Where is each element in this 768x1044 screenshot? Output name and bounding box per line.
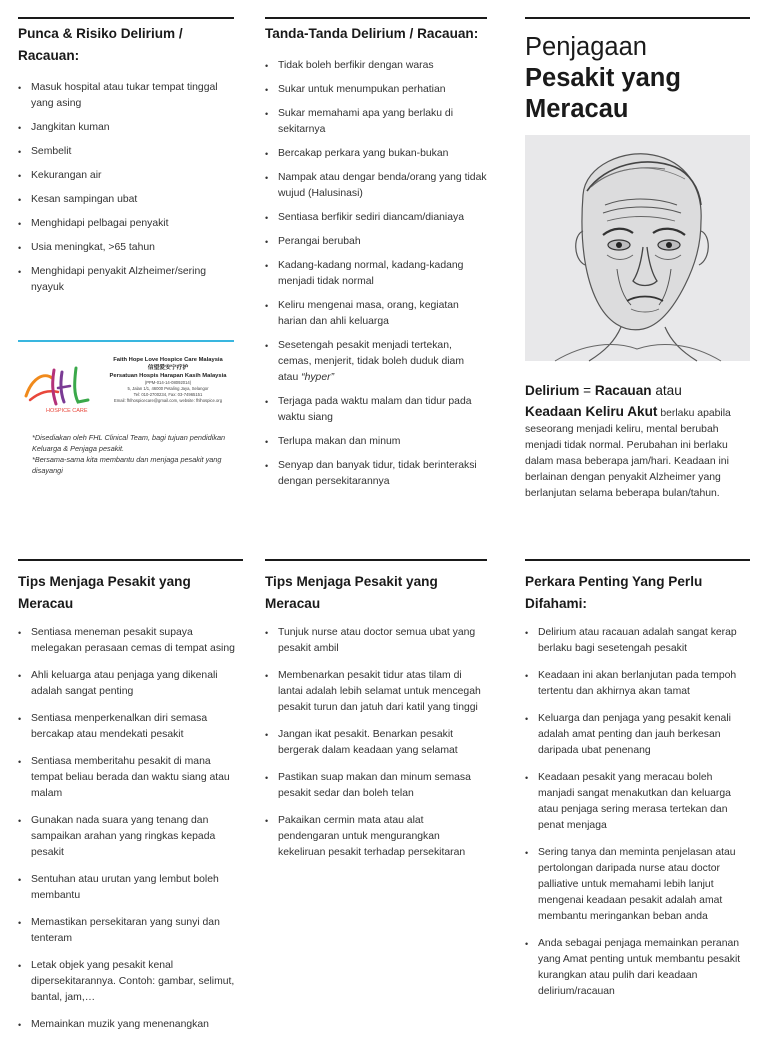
cover-title-line: Penjagaan bbox=[525, 33, 647, 61]
list-item: • Senyap dan banyak tidur, tidak berinteraksi dengan persekitarannya bbox=[265, 458, 487, 490]
list-item: • Sukar memahami apa yang berlaku di sekitarnya bbox=[265, 106, 487, 138]
elderly-face-sketch-image bbox=[525, 135, 750, 361]
list-item: • Usia meningkat, >65 tahun bbox=[18, 240, 234, 256]
list-item: • Perangai berubah bbox=[265, 234, 487, 250]
list-item: • Sentuhan atau urutan yang lembut boleh membantu bbox=[18, 872, 243, 904]
fhl-logo bbox=[18, 356, 98, 416]
list-item: • Terlupa makan dan minum bbox=[265, 434, 487, 450]
list-item: • Terjaga pada waktu malam dan tidur pada waktu siang bbox=[265, 394, 487, 426]
list-item: • Kadang-kadang normal, kadang-kadang menjadi tidak normal bbox=[265, 258, 487, 290]
tips-title: Tips Menjaga Pesakit yang Meracau bbox=[265, 574, 438, 611]
list-item: • Sukar untuk menumpukan perhatian bbox=[265, 82, 487, 98]
list-item: • Letak objek yang pesakit kenal dipersekitarannya. Contoh: gambar, selimut, bantal, jam,… bbox=[18, 958, 243, 1006]
important-title: Perkara Penting Yang Perlu Difahami: bbox=[525, 574, 703, 611]
section-divider bbox=[525, 559, 750, 561]
delirium-definition bbox=[525, 380, 750, 502]
list-item: • Anda sebagai penjaga memainkan peranan yang Amat penting untuk membantu pesakit kurangkan atau pulih dari keadaan delirium/racauan bbox=[525, 936, 750, 1000]
section-divider bbox=[525, 17, 750, 19]
causes-panel bbox=[18, 17, 234, 304]
accent-divider bbox=[18, 340, 234, 342]
face-sketch-drawing bbox=[525, 135, 750, 361]
list-item: • Keadaan ini akan berlanjutan pada tempoh tertentu dan akhirnya akan tamat bbox=[525, 668, 750, 700]
term-or: atau bbox=[651, 383, 682, 398]
list-item: • Kesan sampingan ubat bbox=[18, 192, 234, 208]
footnote-prepared-by: *Disediakan oleh FHL Clinical Team, bagi tujuan pendidikan Keluarga & Penjaga pesakit. bbox=[32, 433, 226, 453]
signs-panel bbox=[265, 17, 487, 498]
tips-list bbox=[18, 625, 243, 1033]
list-item: • Jangan ikat pesakit. Benarkan pesakit bergerak dalam keadaan yang selamat bbox=[265, 727, 487, 759]
org-name-en: Faith Hope Love Hospice Care Malaysia bbox=[113, 357, 223, 363]
section-divider bbox=[18, 17, 234, 19]
list-item: • Sentiasa meneman pesakit supaya melegakan perasaan cemas di tempat asing bbox=[18, 625, 243, 657]
list-item: • Keadaan pesakit yang meracau boleh manjadi sangat menakutkan dan keluarga atau penjaga sering merasa tertekan dan penat menjaga bbox=[525, 770, 750, 834]
tips-list bbox=[265, 625, 487, 861]
org-name-zh: 信望爱安宁疗护 bbox=[147, 365, 189, 371]
list-item: • Sembelit bbox=[18, 144, 234, 160]
important-list bbox=[525, 625, 750, 1000]
list-item: • Sentiasa memberitahu pesakit di mana tempat beliau berada dan waktu siang atau malam bbox=[18, 754, 243, 802]
list-item: • Tidak boleh berfikir dengan waras bbox=[265, 58, 487, 74]
list-item: • Delirium atau racauan adalah sangat kerap berlaku bagi sesetengah pesakit bbox=[525, 625, 750, 657]
list-item: • Kekurangan air bbox=[18, 168, 234, 184]
footnote bbox=[18, 432, 234, 476]
list-item: • Masuk hospital atau tukar tempat tinggal yang asing bbox=[18, 80, 234, 112]
footnote-together: *Bersama-sama kita membantu dan menjaga pesakit yang disayangi bbox=[32, 455, 222, 475]
hyper-term: “hyper” bbox=[301, 372, 335, 383]
list-item: • Sering tanya dan meminta penjelasan atau pertolongan daripada nurse atau doctor palliative untuk memahami lebih lanjut mengenai keadaan pesakit adalah amat membantu meringankan beban anda bbox=[525, 845, 750, 925]
list-item: • Nampak atau dengar benda/orang yang tidak wujud (Halusinasi) bbox=[265, 170, 487, 202]
list-item: • Gunakan nada suara yang tenang dan sampaikan arahan yang ringkas kepada pesakit bbox=[18, 813, 243, 861]
section-divider bbox=[265, 559, 487, 561]
org-email: Email: fhlhospicecare@gmail.com, website: fhlhospice.org bbox=[113, 398, 223, 403]
list-item: • Menghidapi penyakit Alzheimer/sering nyayuk bbox=[18, 264, 234, 296]
list-item: • Keliru mengenai masa, orang, kegiatan harian dan ahli keluarga bbox=[265, 298, 487, 330]
list-item: • Menghidapi pelbagai penyakit bbox=[18, 216, 234, 232]
important-panel bbox=[525, 559, 750, 1011]
list-item bbox=[265, 338, 487, 386]
cover-panel bbox=[525, 17, 750, 502]
signs-list bbox=[265, 58, 487, 490]
term-keadaan-keliru: Keadaan Keliru Akut bbox=[525, 404, 658, 419]
tips-panel-2 bbox=[265, 559, 487, 872]
list-item: • Tunjuk nurse atau doctor semua ubat yang pesakit ambil bbox=[265, 625, 487, 657]
svg-text:HOSPICE CARE: HOSPICE CARE bbox=[46, 408, 88, 414]
list-item: • Pastikan suap makan dan minum semasa pesakit sedar dan boleh telan bbox=[265, 770, 487, 802]
fhl-logo-icon bbox=[18, 356, 98, 416]
cover-title-line: Pesakit yang bbox=[525, 64, 681, 92]
list-item: • Bercakap perkara yang bukan-bukan bbox=[265, 146, 487, 162]
signs-title: Tanda-Tanda Delirium / Racauan: bbox=[265, 26, 479, 41]
list-item: • Jangkitan kuman bbox=[18, 120, 234, 136]
org-registration: (PPM-014-14-08092014) bbox=[144, 380, 192, 385]
tips-panel-1 bbox=[18, 559, 243, 1044]
list-item: • Keluarga dan penjaga yang pesakit kenali adalah amat penting dan jauh berkesan daripada ubat penenang bbox=[525, 711, 750, 759]
organization-block bbox=[18, 340, 234, 476]
list-item: • Memainkan muzik yang menenangkan bbox=[18, 1017, 243, 1033]
list-item: • Sentiasa menperkenalkan diri semasa bercakap atau mendekati pesakit bbox=[18, 711, 243, 743]
equals-sign: = bbox=[579, 383, 595, 398]
list-item: • Membenarkan pesakit tidur atas tilam di lantai adalah lebih selamat untuk mencegah pesakit turun dan jatuh dari katil yang tinggi bbox=[265, 668, 487, 716]
term-delirium: Delirium bbox=[525, 383, 580, 398]
cover-title-line: Meracau bbox=[525, 95, 629, 123]
causes-title: Punca & Risiko Delirium / Racauan: bbox=[18, 26, 183, 63]
causes-list bbox=[18, 80, 234, 296]
section-divider bbox=[265, 17, 487, 19]
term-racauan: Racauan bbox=[594, 383, 652, 398]
list-item: • Pakaikan cermin mata atau alat pendengaran untuk mengurangkan kekeliruan pesakit terhadap persekitaran bbox=[265, 813, 487, 861]
tips-title: Tips Menjaga Pesakit yang Meracau bbox=[18, 574, 191, 611]
org-name-ms: Persatuan Hospis Harapan Kasih Malaysia bbox=[109, 373, 227, 379]
definition-body: berlaku apabila seseorang menjadi keliru, mental berubah menjadi tidak normal. Perubahan ini berlaku dalam masa beberapa jam/hari. Keadaan ini berlainan dengan penyakit Alzheimer yang berlanjutan selama beberapa bulan/tahun. bbox=[525, 408, 731, 499]
list-item: • Ahli keluarga atau penjaga yang dikenali adalah sangat penting bbox=[18, 668, 243, 700]
cover-title bbox=[525, 32, 750, 125]
list-item: • Memastikan persekitaran yang sunyi dan tenteram bbox=[18, 915, 243, 947]
organization-details bbox=[98, 356, 234, 416]
list-item-text: Sesetengah pesakit menjadi tertekan, cemas, menjerit, tidak boleh duduk diam atau bbox=[278, 340, 464, 383]
list-item: • Sentiasa berfikir sediri diancam/dianiaya bbox=[265, 210, 487, 226]
section-divider bbox=[18, 559, 243, 561]
org-address: 5, Jalan 1/1, 46000 Petaling Jaya, Selangor bbox=[127, 386, 209, 391]
org-phone: Tel: 010-2700234, Fax: 03-74965151 bbox=[133, 392, 203, 397]
